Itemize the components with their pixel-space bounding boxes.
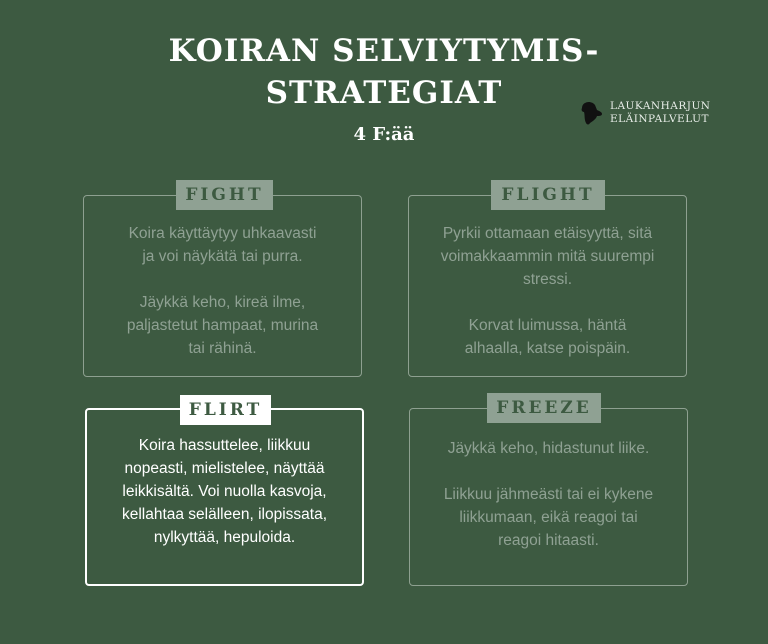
fight-text-line: Koira käyttäytyy uhkaavasti: [128, 225, 317, 242]
flirt-text-line: nopeasti, mielistelee, näyttää: [124, 460, 325, 477]
flirt-card: [85, 408, 364, 586]
flirt-text-line: leikkisältä. Voi nuolla kasvoja,: [122, 483, 327, 500]
logo-line-1: LAUKANHARJUN: [610, 100, 711, 112]
fight-text-line: tai rähinä.: [188, 340, 257, 357]
freeze-text-line: liikkumaan, eikä reagoi tai: [459, 509, 638, 526]
brand-logo: [578, 100, 711, 126]
freeze-text-line: reagoi hitaasti.: [498, 532, 599, 549]
title-line-1: KOIRAN SELVIYTYMIS-: [168, 33, 600, 69]
flight-description: [409, 222, 686, 360]
freeze-card: [409, 408, 688, 586]
freeze-text-line: Jäykkä keho, hidastunut liike.: [447, 440, 650, 457]
flight-text-line: alhaalla, katse poispäin.: [464, 340, 631, 357]
logo-text: [610, 100, 711, 126]
flirt-label: FLIRT: [180, 395, 271, 425]
flight-text-line: voimakkaammin mitä suurempi: [440, 248, 655, 265]
flirt-text-line: kellahtaa selälleen, ilopissata,: [121, 506, 328, 523]
flight-card: [408, 195, 687, 377]
flirt-text-line: Koira hassuttelee, liikkuu: [138, 437, 311, 454]
flight-label: FLIGHT: [491, 180, 605, 210]
page-subtitle: 4 F:ää: [353, 124, 415, 145]
flight-text-line: Pyrkii ottamaan etäisyyttä, sitä: [442, 225, 653, 242]
fight-text-line: Jäykkä keho, kireä ilme,: [139, 294, 306, 311]
fight-card: [83, 195, 362, 377]
freeze-description: [410, 437, 687, 552]
freeze-text-line: Liikkuu jähmeästi tai ei kykene: [443, 486, 654, 503]
flight-text-line: stressi.: [522, 271, 573, 288]
flight-text-line: Korvat luimussa, häntä: [468, 317, 627, 334]
fight-text-line: ja voi näykätä tai purra.: [142, 248, 303, 265]
title-line-2: STRATEGIAT: [265, 75, 503, 111]
flirt-description: [87, 434, 362, 549]
fight-label: FIGHT: [176, 180, 273, 210]
fight-text-line: paljastetut hampaat, murina: [126, 317, 319, 334]
fight-description: [84, 222, 361, 360]
flirt-text-line: nylkyttää, hepuloida.: [153, 529, 296, 546]
dog-head-icon: [578, 100, 604, 126]
logo-line-2: ELÄINPALVELUT: [610, 113, 709, 125]
freeze-label: FREEZE: [487, 393, 601, 423]
